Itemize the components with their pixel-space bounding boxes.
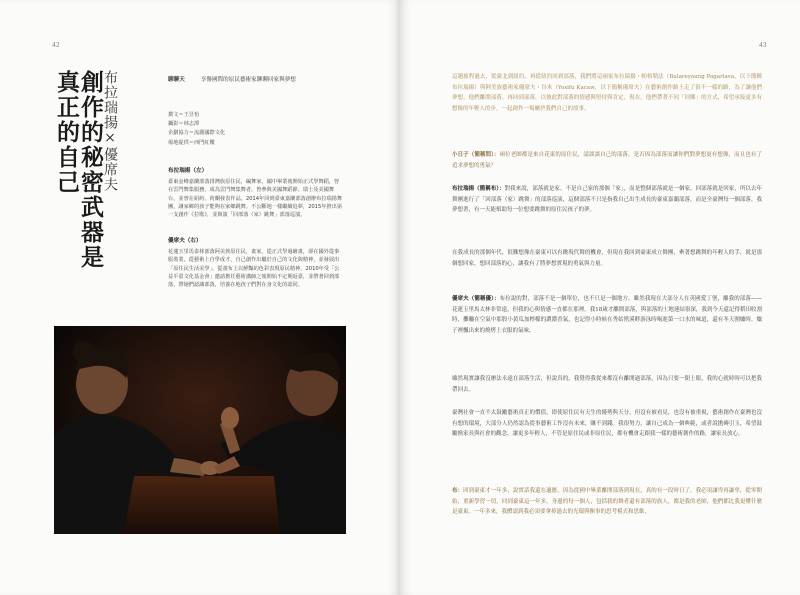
bio-text: 臺東金峰嘉蘭部落排灣族原住民，編舞家，國中畢業後開始正式學舞蹈，曾在雲門舞集服務，成為雲門舞集舞者，曾參與美國舞蹈節、瑞士及美國舞台，並曾在紐約、荷蘭發表作品。2014年回到臺東嘉蘭部落創辦布拉瑞揚舞團，讓家鄉的孩子能夠在家鄉跳舞。不公斷地一樣繼續追夢，2015年推出第一支創作《拉歌》，並與演「回部落（家）跳舞」部落巡演。 — [168, 179, 343, 219]
answer-text: 對我來說，部落就是家。不是自己家的那個「家」，而是整個部落就是一個家，回部落就是回家，所以去年舞團進行了「回部落（家）跳舞」的部落巡演，這個部落不只是指我自己出生成長的臺東嘉蘭部落，而是全臺灣每一個部落，我夢想著，有一天能幫助每一位想要跳舞的原住民孩子的夢。 — [452, 186, 762, 213]
page-number-right: 43 — [759, 41, 767, 49]
photo-illustration — [54, 326, 346, 534]
answer-text: 布拉說的對，部落不是一個單位，也不只是一個地方。雖然我現在大部分人在英國愛丁堡，離我的部落——花蓮玉里馬太林非常遠，但我的心與情感一直都在那裡。我18歲才離開部落，與部落的土地連結很深，我到今天還記得稻田收割時，攤曬在空氣中那股小黃瓜加檸檬的濃濃香氣，也記得小時候在秀姑巒溪畔游泳時喝進第一口水的味道，還有冬天圍爐時，爐子裡飄出來的燒烤上衣服的氣味。 — [452, 296, 762, 334]
section-topic: 享譽國際的原民藝術家聊聊回家與夢想 — [200, 77, 296, 83]
answer-speaker: 優席夫（簡稱優）： — [452, 296, 500, 302]
bio-text: 花蓮玉里馬泰林部落阿美族原住民，畫家，從正式學過繪畫，卻在國外從事服裝業，從藝術上自學成才，自己創作出屬於自己的文化與精神，並發展出「原住民生活美學」。從畫布上以鮮豔的色彩表現原民精神，2010年受「公益平臺文化基金會」邀請擔任藝術講師之後開始不定期返臺，並帶著回到部落，帶她們認識部落，培養在地孩子們對在身文化的認同。 — [168, 249, 340, 289]
credit-venue: 場地提供＝西門紅樓 — [168, 139, 215, 146]
answer-bulareyaung-2 — [452, 486, 762, 518]
credit-planning: 企劃協力＝流麗國際文化 — [168, 130, 226, 137]
question-text: 兩位老師都是來自花東的原住民，請談談自己的部落，是否因為部落而讓你們對夢想更有想像，而且也有了追求夢想的勇氣？ — [452, 152, 762, 169]
bio-bulareyaung — [168, 167, 343, 219]
answer-speaker: 布： — [452, 488, 464, 494]
answer-yosifu-cont2: 臺灣社會一直不太鼓勵藝術真正的價值，即使原住民有天生的優勢與天分，但沒有被看見，也沒有被重視，藝術創作在臺灣也沒有想的環境，大部分人仍然認為從事藝術工作沒有未來，賺不到錢。我很努力，讓自己成為一個典範，或者說拋磚引玉，希望鼓勵換家長與社會的觀念，讓更多年輕人，不管是原住民或非原住民，都有機會走跟我一樣的藝術創作的路，讓家長放心。 — [452, 410, 762, 437]
two-men-dance-photo — [54, 326, 346, 534]
article-subtitle: 布拉瑞揚×優席夫 — [102, 70, 118, 192]
intro-paragraph: 這趟旅程過去，從臺北到紐約、再從紐約回到部落，我們將這兩家布拉瑞揚・帕格勒法（Bulareyaung Pagarlava，以下簡稱布拉瑞揚）與阿美族藝術家優席夫・谷木（Yosifu Kacaw，以下簡稱優席夫）在藝術創作路上走了很不一樣的路，為了讓他們夢想，他們離開部落，再回到部落，以彼此對部落的情感與堅持與肯定，現在，他們帶著不同「回鄉」的方式，希望承接更多有想像的年輕人的步，一起創作一場屬於我們自己的故事。 — [452, 74, 762, 112]
answer-yosifu-cont: 雖然現實讓我沒辦法永遠在部落生活，但說真的，我覺得我從來都沒有離開過部落，因為只要一閉上眼，我的心就時時可以把我帶回去。 — [452, 376, 762, 393]
credits — [168, 111, 343, 148]
page-number-left: 42 — [52, 41, 60, 49]
article-title: 創作的秘密武器是真正的自己 — [53, 70, 104, 270]
question-speaker: 小日子（簡稱問）： — [452, 152, 500, 158]
answer-yosifu — [452, 294, 762, 336]
answer-text: 回到臺東才一年多，說實話我還在適應，因為從國中畢業離開部落到現在，真的有一段時日了，我必須謙卑再謙卑，從零開始，重新學習一切，回到臺東這一年多，身邊的每一個人，包括我的舞者還有部落的族人，都是我的老師，他們都比我更懂什麼是臺東。一年多來，我體認到我必須要拿掉過去的光環與衡事的思考模式和思維， — [452, 488, 762, 515]
credit-photographer: 攝影＝林志潭 — [168, 121, 200, 128]
question-paragraph — [452, 150, 762, 171]
answer-bulareyaung-1-cont: 在我成長的那個年代，很難想像在臺東可以有跳現代舞的機會，但現在我回到臺東成立舞團，牽著想跳舞的年輕人的手，就是那個想回家，想回部落的心，讓我有了將夢想實現的勇氣與力量。 — [452, 250, 762, 267]
credit-writer: 撰文＝王昱怡 — [168, 112, 200, 118]
bio-yosifu — [168, 237, 343, 289]
bio-name: 布拉瑞揚（左） — [168, 168, 208, 174]
answer-bulareyaung-1 — [452, 184, 762, 216]
photo-table — [124, 476, 284, 534]
answer-speaker: 布拉瑞揚（簡稱布）： — [452, 186, 505, 192]
bio-name: 優席夫（右） — [168, 238, 202, 244]
section-tag: 聊聊天 — [168, 77, 185, 83]
section-header — [168, 75, 348, 83]
